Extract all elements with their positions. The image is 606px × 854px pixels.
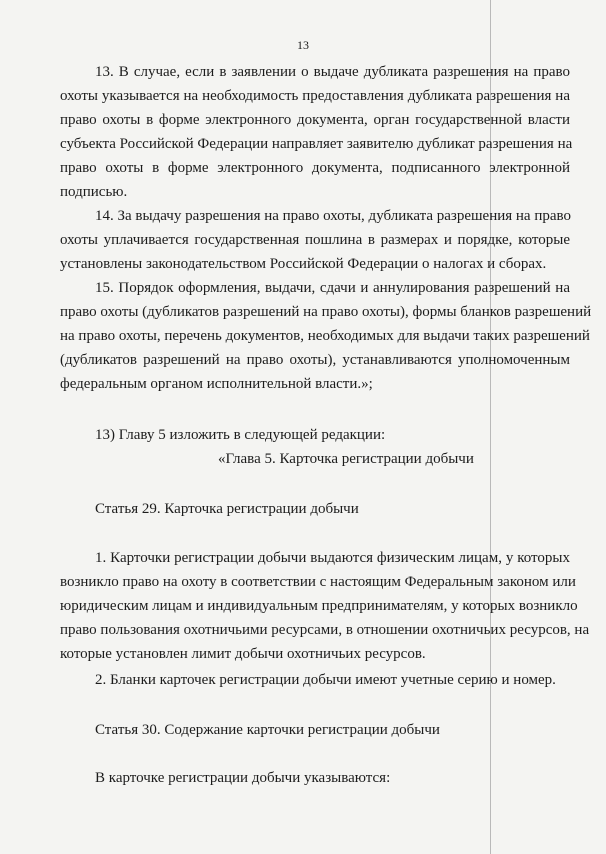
- text-line: (дубликатов разрешений на право охоты), устанавливаются уполномоченным: [60, 352, 570, 368]
- page-number: 13: [297, 38, 309, 52]
- text-line: охоты уплачивается государственная пошлина в размерах и порядке, которые: [60, 232, 570, 248]
- text-line: В карточке регистрации добычи указываются:: [95, 770, 391, 786]
- text-line: подписью.: [60, 184, 128, 200]
- article-heading: Статья 29. Карточка регистрации добычи: [95, 501, 359, 517]
- text-line: 14. За выдачу разрешения на право охоты, дубликата разрешения на право: [95, 208, 571, 224]
- text-line: 1. Карточки регистрации добычи выдаются физическим лицам, у которых: [95, 550, 570, 566]
- text-line: охоты указывается на необходимость предоставления дубликата разрешения на: [60, 88, 570, 104]
- text-line: право охоты в форме электронного документа, подписанного электронной: [60, 160, 570, 176]
- text-line: право охоты (дубликатов разрешений на право охоты), формы бланков разрешений: [60, 304, 592, 320]
- text-line: 13. В случае, если в заявлении о выдаче дубликата разрешения на право: [95, 64, 570, 80]
- text-line: на право охоты, перечень документов, необходимых для выдачи таких разрешений: [60, 328, 590, 344]
- text-line: юридическим лицам и индивидуальным предпринимателям, у которых возникло: [60, 598, 578, 614]
- text-line: 2. Бланки карточек регистрации добычи имеют учетные серию и номер.: [95, 672, 556, 688]
- text-line: субъекта Российской Федерации направляет заявителю дубликат разрешения на: [60, 136, 573, 152]
- list-item-text: 13) Главу 5 изложить в следующей редакции:: [95, 427, 386, 443]
- text-line: возникло право на охоту в соответствии с настоящим Федеральным законом или: [60, 574, 576, 590]
- text-line: 15. Порядок оформления, выдачи, сдачи и аннулирования разрешений на: [95, 280, 570, 296]
- text-line: федеральным органом исполнительной власти.»;: [60, 376, 373, 392]
- article-heading: Статья 30. Содержание карточки регистрации добычи: [95, 722, 440, 738]
- chapter-heading: «Глава 5. Карточка регистрации добычи: [218, 451, 474, 467]
- text-line: установлены законодательством Российской Федерации о налогах и сборах.: [60, 256, 547, 272]
- text-line: право пользования охотничьими ресурсами, в отношении охотничьих ресурсов, на: [60, 622, 590, 638]
- text-line: право охоты в форме электронного документа, орган государственной власти: [60, 112, 570, 128]
- text-line: которые установлен лимит добычи охотничьих ресурсов.: [60, 646, 426, 662]
